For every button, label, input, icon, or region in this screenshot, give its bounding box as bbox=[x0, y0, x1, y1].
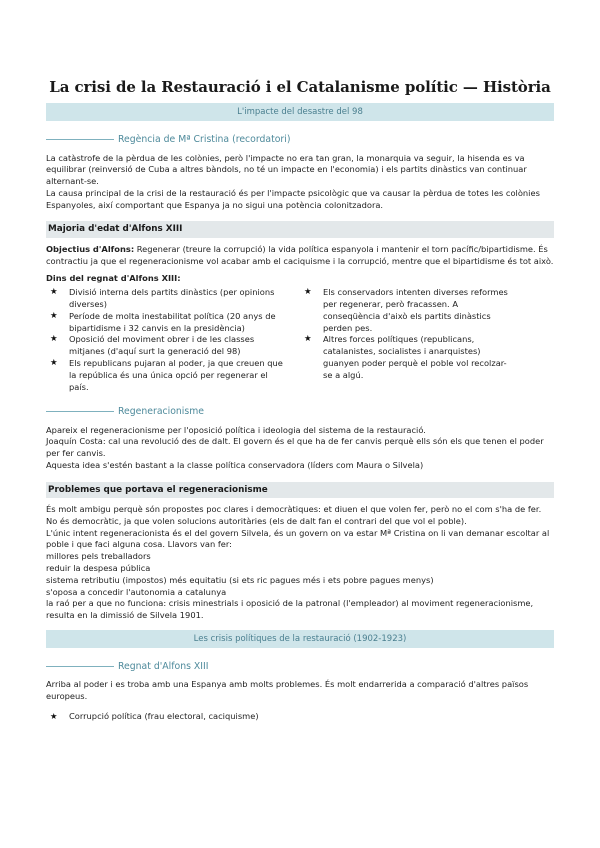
list-item bbox=[300, 334, 514, 381]
list-item bbox=[46, 287, 286, 311]
list-item bbox=[46, 711, 554, 723]
list-item bbox=[300, 287, 514, 334]
dins-label-row bbox=[46, 273, 554, 285]
objectius-text: Regenerar (treure la corrupció) la vida política espanyola i mantenir el torn pacífic/bipartidisme. És contractiu ja que el regeneracionisme vol acabar amb el caciquisme i la corrupció, mentre que el bipartidisme és tot això. bbox=[46, 243, 554, 266]
objectius-label: Objectius d'Alfons: bbox=[46, 243, 135, 254]
regnat-paragraph bbox=[46, 679, 554, 703]
subheading-text: Regència de Mª Cristina (recordatori) bbox=[118, 134, 291, 146]
paragraph: Arriba al poder i es troba amb una Espanya amb molts problemes. És molt endarrerida a comparació d'altres països europeus. bbox=[46, 679, 529, 701]
bullet-columns bbox=[46, 287, 554, 393]
subheading-text: Regnat d'Alfons XIII bbox=[118, 660, 209, 672]
subheading-regnat bbox=[46, 660, 554, 673]
section-band-desastre-98: L'impacte del desastre del 98 bbox=[46, 103, 554, 121]
objectius-paragraph bbox=[46, 244, 554, 268]
list-item bbox=[46, 311, 286, 335]
paragraph: sistema retributiu (impostos) més equitatiu (si ets ric pagues més i ets pobre pagues menys) bbox=[46, 574, 434, 585]
list-item-text: Oposició del moviment obrer i de les classes mitjanes (d'aquí surt la generació del 98) bbox=[69, 334, 255, 357]
section-band-crisis-politiques: Les crisis polítiques de la restauració (1902-1923) bbox=[46, 630, 554, 648]
paragraph: La catàstrofe de la pèrdua de les colònies, però l'impacte no era tan gran, la monarquia va seguir, la hisenda es va equilibrar (reinversió de Cuba a altres bàndols, no té un impacte en l'economia) i els partits dinàstics van continuar alternant-se. bbox=[46, 152, 527, 187]
bullet-column-left bbox=[46, 287, 300, 393]
paragraph: La causa principal de la crisi de la restauració és per l'impacte psicològic que va causar la pèrdua de totes les colònies Espanyoles, així comportant que Espanya ja no sigui una potència colonitzadora. bbox=[46, 187, 540, 210]
paragraph: Aquesta idea s'estén bastant a la classe política conservadora (líders com Maura o Silvela) bbox=[46, 459, 424, 470]
star-bullet-icon: ★ bbox=[50, 357, 58, 368]
subheading-rule bbox=[46, 139, 114, 140]
subheading-regencia bbox=[46, 133, 554, 146]
paragraph: Joaquín Costa: cal una revolució des de dalt. El govern és el que ha de fer canvis perquè ells són els que tenen el poder per fer canvis. bbox=[46, 436, 544, 459]
subheading-rule bbox=[46, 411, 114, 412]
problemes-paragraphs bbox=[46, 504, 554, 622]
subheading-regeneracionisme bbox=[46, 405, 554, 418]
star-bullet-icon: ★ bbox=[304, 287, 312, 298]
regencia-paragraphs bbox=[46, 153, 554, 212]
list-item-text: Els conservadors intenten diverses reformes per regenerar, però fracassen. A conseqüència d'això els partits dinàstics perden pes. bbox=[323, 287, 508, 333]
paragraph: No és democràtic, ja que volen solucions autoritàries (els de dalt fan el contrari del que vol el poble). bbox=[46, 515, 467, 526]
star-bullet-icon: ★ bbox=[50, 334, 58, 345]
star-bullet-icon: ★ bbox=[50, 310, 58, 321]
paragraph: reduir la despesa pública bbox=[46, 563, 151, 574]
paragraph: L'únic intent regeneracionista és el del govern Silvela, és un govern on va estar Mª Cristina on li van demanar escoltar al poble i que faci alguna cosa. Llavors van fer: bbox=[46, 527, 550, 550]
list-item bbox=[46, 334, 286, 358]
subheading-text: Regeneracionisme bbox=[118, 406, 204, 418]
list-item-text: Els republicans pujaran al poder, ja que creuen que la república és una única opció per regenerar el país. bbox=[69, 357, 283, 392]
boxed-heading-problemes: Problemes que portava el regeneracionisme bbox=[46, 482, 554, 498]
page-title: La crisi de la Restauració i el Catalanisme polític — Història bbox=[49, 78, 551, 96]
list-item-text: Altres forces polítiques (republicans, catalanistes, socialistes i anarquistes) guanyen poder perquè el poble vol recolzar-se a algú. bbox=[323, 334, 507, 380]
list-item bbox=[46, 358, 286, 393]
star-bullet-icon: ★ bbox=[50, 287, 58, 298]
star-bullet-icon: ★ bbox=[50, 710, 58, 721]
list-item-text: Divisió interna dels partits dinàstics (per opinions diverses) bbox=[69, 287, 275, 310]
regnat-bullets bbox=[46, 711, 554, 723]
boxed-heading-majoria: Majoria d'edat d'Alfons XIII bbox=[46, 221, 554, 237]
paragraph: Apareix el regeneracionisme per l'oposició política i ideologia del sistema de la restauració. bbox=[46, 424, 426, 435]
star-bullet-icon: ★ bbox=[304, 334, 312, 345]
dins-label: Dins del regnat d'Alfons XIII: bbox=[46, 272, 181, 283]
paragraph: la raó per a que no funciona: crisis minestrials i oposició de la patronal (l'empleador) al moviment regeneracionisme, resulta en la dimissió de Silvela 1901. bbox=[46, 598, 534, 621]
bullet-column-right bbox=[300, 287, 554, 393]
regeneracionisme-paragraphs bbox=[46, 425, 554, 472]
list-item-text: Període de molta inestabilitat política (20 anys de bipartidisme i 32 canvis en la presidència) bbox=[69, 310, 276, 333]
paragraph: s'oposa a concedir l'autonomia a catalunya bbox=[46, 586, 227, 597]
list-item-text: Corrupció política (frau electoral, caciquisme) bbox=[69, 710, 259, 721]
paragraph: És molt ambigu perquè són propostes poc clares i democràtiques: et diuen el que volen fer, però no el com s'ha de fer. bbox=[46, 504, 542, 515]
paragraph: millores pels treballadors bbox=[46, 551, 151, 562]
document-page bbox=[0, 77, 600, 848]
subheading-rule bbox=[46, 666, 114, 667]
